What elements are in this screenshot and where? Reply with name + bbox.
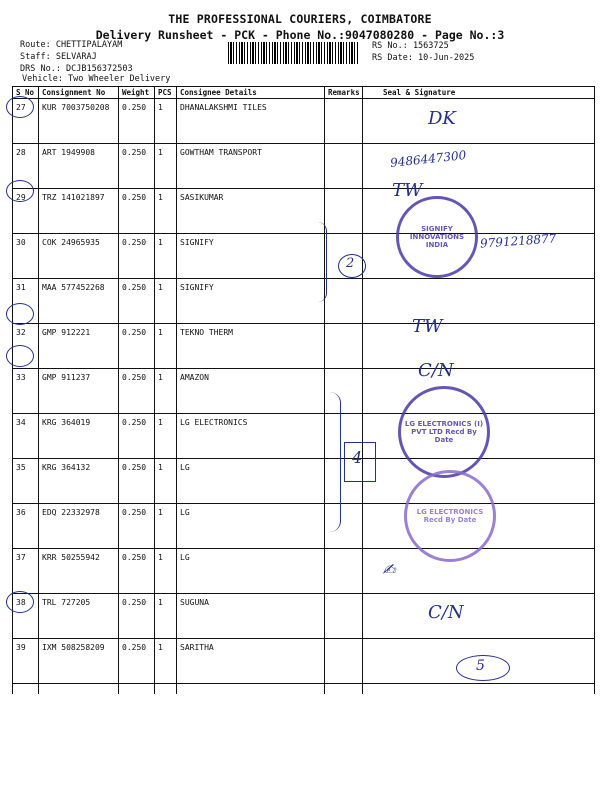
cell-weight: 0.250 <box>119 504 155 549</box>
cell-sno: 27 <box>13 99 39 144</box>
cell-consignee: LG <box>177 504 325 549</box>
cell-consignee: TEKNO THERM <box>177 324 325 369</box>
cell-sno: 28 <box>13 144 39 189</box>
cell-blank <box>119 684 155 695</box>
cell-pcs: 1 <box>155 594 177 639</box>
cell-sno: 31 <box>13 279 39 324</box>
cell-consignee: LG <box>177 459 325 504</box>
table-row <box>13 369 595 414</box>
cell-pcs: 1 <box>155 99 177 144</box>
cell-cons: EDQ 22332978 <box>39 504 119 549</box>
rs-date-label: RS Date: 10-Jun-2025 <box>372 53 475 63</box>
remark-bracket <box>318 222 327 302</box>
runsheet-title: THE PROFESSIONAL COURIERS, COIMBATORE <box>168 12 432 26</box>
cell-weight: 0.250 <box>119 189 155 234</box>
cell-remarks <box>325 639 363 684</box>
signature-29: TW <box>392 180 423 201</box>
runsheet-subtitle: Delivery Runsheet - PCK - Phone No.:9047080280 - Page No.:3 <box>95 28 505 42</box>
cell-cons: TRZ 141021897 <box>39 189 119 234</box>
cell-sno: 34 <box>13 414 39 459</box>
table-row <box>13 414 595 459</box>
signify-stamp <box>396 196 478 278</box>
lg-stamp-1 <box>398 386 490 478</box>
cell-weight: 0.250 <box>119 459 155 504</box>
table-header <box>13 87 595 99</box>
cell-pcs: 1 <box>155 549 177 594</box>
cell-cons: ART 1949908 <box>39 144 119 189</box>
cell-blank <box>155 684 177 695</box>
cell-sno: 35 <box>13 459 39 504</box>
cell-blank <box>325 684 363 695</box>
sno-circle <box>6 180 34 202</box>
table-row <box>13 99 595 144</box>
lg-stamp-2 <box>404 470 496 562</box>
cell-weight: 0.250 <box>119 279 155 324</box>
cell-seal <box>363 549 595 594</box>
stamp-text: SIGNIFY INNOVATIONS INDIA <box>409 225 465 249</box>
signature-33: C/N <box>418 360 454 381</box>
cell-sno: 36 <box>13 504 39 549</box>
cell-remarks <box>325 594 363 639</box>
cell-cons: GMP 911237 <box>39 369 119 414</box>
cell-sno: 33 <box>13 369 39 414</box>
sno-circle <box>6 96 34 118</box>
cell-blank <box>363 684 595 695</box>
cell-cons: KRG 364019 <box>39 414 119 459</box>
route-label: Route: CHETTIPALAYAM <box>20 40 123 50</box>
staff-label: Staff: SELVARAJ <box>20 52 97 62</box>
cell-remarks <box>325 279 363 324</box>
signature-38: ✍︎ <box>382 560 396 579</box>
col-sno: S No <box>13 87 39 99</box>
remark-group-1: 2 <box>346 256 355 271</box>
cell-weight: 0.250 <box>119 549 155 594</box>
signature-32: TW <box>412 316 443 337</box>
cell-cons: GMP 912221 <box>39 324 119 369</box>
sno-circle <box>6 303 34 325</box>
cell-consignee: SIGNIFY <box>177 279 325 324</box>
cell-weight: 0.250 <box>119 594 155 639</box>
remark-bracket <box>330 392 341 532</box>
cell-remarks <box>325 189 363 234</box>
vehicle-label: Vehicle: Two Wheeler Delivery <box>22 74 171 84</box>
cell-cons: MAA 577452268 <box>39 279 119 324</box>
table-row <box>13 684 595 695</box>
table-row <box>13 144 595 189</box>
cell-seal <box>363 594 595 639</box>
cell-remarks <box>325 549 363 594</box>
cell-pcs: 1 <box>155 504 177 549</box>
cell-pcs: 1 <box>155 639 177 684</box>
cell-consignee: AMAZON <box>177 369 325 414</box>
cell-sno: 30 <box>13 234 39 279</box>
cell-sno: 37 <box>13 549 39 594</box>
cell-consignee: SIGNIFY <box>177 234 325 279</box>
barcode <box>228 42 358 64</box>
cell-remarks <box>325 99 363 144</box>
cell-consignee: SASIKUMAR <box>177 189 325 234</box>
cell-sno: 39 <box>13 639 39 684</box>
cell-sno: 38 <box>13 594 39 639</box>
drs-label: DRS No.: DCJB156372503 <box>20 64 133 74</box>
stamp-text: LG ELECTRONICS (I) PVT LTD Recd By Date <box>404 420 484 444</box>
cell-weight: 0.250 <box>119 99 155 144</box>
cell-consignee: DHANALAKSHMI TILES <box>177 99 325 144</box>
cell-seal <box>363 99 595 144</box>
cell-blank <box>13 684 39 695</box>
delivery-table <box>12 86 595 694</box>
table-row <box>13 279 595 324</box>
cell-consignee: LG <box>177 549 325 594</box>
cell-weight: 0.250 <box>119 639 155 684</box>
cell-blank <box>39 684 119 695</box>
cell-pcs: 1 <box>155 144 177 189</box>
cell-remarks <box>325 324 363 369</box>
rs-no-label: RS No.: 1563725 <box>372 41 449 51</box>
cell-weight: 0.250 <box>119 234 155 279</box>
col-seal: Seal & Signature <box>363 87 595 99</box>
col-pcs: PCS <box>155 87 177 99</box>
cell-pcs: 1 <box>155 324 177 369</box>
sno-circle <box>6 591 34 613</box>
signature-39: C/N <box>428 602 464 623</box>
cell-seal <box>363 279 595 324</box>
cell-consignee: SUGUNA <box>177 594 325 639</box>
cell-cons: KRG 364132 <box>39 459 119 504</box>
table-row <box>13 639 595 684</box>
cell-pcs: 1 <box>155 459 177 504</box>
col-consignee: Consignee Details <box>177 87 325 99</box>
table-row <box>13 549 595 594</box>
cell-pcs: 1 <box>155 234 177 279</box>
cell-pcs: 1 <box>155 189 177 234</box>
cell-weight: 0.250 <box>119 414 155 459</box>
signature-28: 9486447300 <box>389 148 467 170</box>
cell-consignee: LG ELECTRONICS <box>177 414 325 459</box>
col-consignment: Consignment No <box>39 87 119 99</box>
cell-sno: 29 <box>13 189 39 234</box>
cell-sno: 32 <box>13 324 39 369</box>
col-remarks: Remarks <box>325 87 363 99</box>
cell-cons: COK 24965935 <box>39 234 119 279</box>
page-count: 5 <box>476 658 485 674</box>
cell-consignee: GOWTHAM TRANSPORT <box>177 144 325 189</box>
table-row <box>13 189 595 234</box>
cell-weight: 0.250 <box>119 144 155 189</box>
cell-blank <box>177 684 325 695</box>
cell-remarks <box>325 144 363 189</box>
remark-group-2: 4 <box>352 448 363 467</box>
table-row <box>13 324 595 369</box>
cell-weight: 0.250 <box>119 369 155 414</box>
cell-weight: 0.250 <box>119 324 155 369</box>
cell-cons: IXM 508258209 <box>39 639 119 684</box>
cell-consignee: SARITHA <box>177 639 325 684</box>
cell-pcs: 1 <box>155 414 177 459</box>
sno-circle <box>6 345 34 367</box>
cell-pcs: 1 <box>155 369 177 414</box>
cell-pcs: 1 <box>155 279 177 324</box>
table-row <box>13 594 595 639</box>
table-row <box>13 504 595 549</box>
signature-27: DK <box>428 108 456 129</box>
cell-cons: TRL 727205 <box>39 594 119 639</box>
signature-30: 9791218877 <box>479 231 557 251</box>
cell-cons: KRR 50255942 <box>39 549 119 594</box>
stamp-text: LG ELECTRONICS Recd By Date <box>416 508 484 524</box>
cell-seal <box>363 324 595 369</box>
col-weight: Weight <box>119 87 155 99</box>
table-row <box>13 459 595 504</box>
cell-cons: KUR 7003750208 <box>39 99 119 144</box>
